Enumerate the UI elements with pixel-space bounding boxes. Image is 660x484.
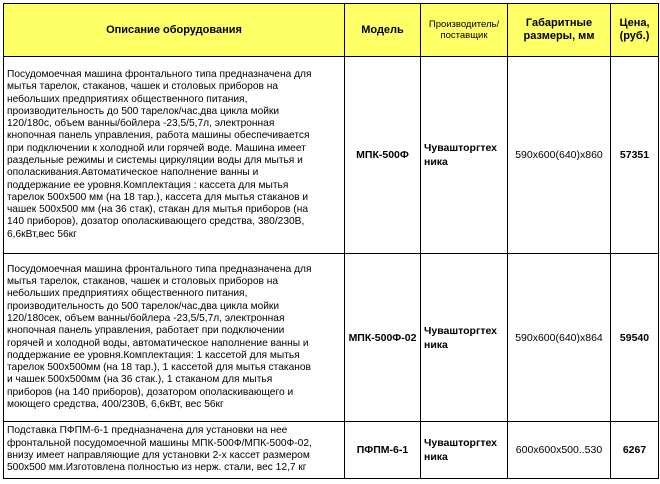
- table-row: [4, 422, 659, 479]
- row-model: ПФПМ-6-1: [345, 422, 421, 479]
- row-price: 59540: [611, 254, 659, 422]
- row-price: 57351: [611, 57, 659, 254]
- row-model: МПК-500Ф: [345, 57, 421, 254]
- header-maker: Производитель/поставщик: [421, 4, 508, 57]
- table-row: [4, 57, 659, 254]
- header-dims: Габаритные размеры, мм: [508, 4, 611, 57]
- row-dims: 600х600х500..530: [508, 422, 611, 479]
- row-dims: 590х600(640)х864: [508, 254, 611, 422]
- row-maker: Чувашторгтех ника: [421, 254, 508, 422]
- price-list-table: [3, 3, 659, 479]
- header-row: [4, 4, 659, 57]
- header-model: Модель: [345, 4, 421, 57]
- row-maker: Чувашторгтех ника: [421, 422, 508, 479]
- row-price: 6267: [611, 422, 659, 479]
- row-maker: Чувашторгтех ника: [421, 57, 508, 254]
- row-description: Подставка ПФПМ-6-1 предназначена для установки на нее фронтальной посудомоечной машины МПК-500Ф/МПК-500Ф-02, внизу имеет направляющие для установки 2-х кассет размером 500х500 мм.Изготовлена полностью из нерж. стали, вес 12,7 кг: [4, 422, 345, 479]
- row-description: Посудомоечная машина фронтального типа предназначена для мытья тарелок, стаканов, чашек и столовых приборов на небольших предприятиях общественного питания, производительность до 500 тарелок/час,два цикла мойки 120/180с, объем ванны/бойлера -23,5/5,7л, электронная кнопочная панель управления, работа машины обеспечивается при подключении к холодной или горячей воде. Машина имеет раздельные режимы и системы циркуляции воды для мытья и ополаскивания.Автоматическое наполнение ванны и поддержание ее уровня.Комплектация : кассета для мытья тарелок 500х500 мм (на 18 тар.), кассета для мытья стаканов и чашек 500х500 мм (на 36 стак), стакан для мытья приборов (на 140 приборов), дозатор ополаскивающего средства, 380/230В, 6,6кВт,вес 56кг: [4, 57, 345, 254]
- row-model: МПК-500Ф-02: [345, 254, 421, 422]
- row-dims: 590х600(640)х860: [508, 57, 611, 254]
- header-price: Цена, (руб.): [611, 4, 659, 57]
- table-row: [4, 254, 659, 422]
- header-description: Описание оборудования: [4, 4, 345, 57]
- row-description: Посудомоечная машина фронтального типа предназначена для мытья тарелок, стаканов, чашек и столовых приборов на небольших предприятиях общественного питания, производительность до 500 тарелок/час,два цикла мойки 120/180сек, объем ванны/бойлера -23,5/5,7л, электронная кнопочная панель управления, работает при подключении горячей и холодной воды, автоматическое наполнение ванны и поддержание ее уровня.Комплектация: 1 кассетой для мытья тарелок 500х500мм (на 18 тар.), 1 кассетой для мытья стаканов и чашек 500х500мм (на 36 стак.), 1 стаканом для мытья приборов (на 140 приборов), дозатором ополаскивающего и моющего средства, 400/230В, 6,6кВт, вес 56кг: [4, 254, 345, 422]
